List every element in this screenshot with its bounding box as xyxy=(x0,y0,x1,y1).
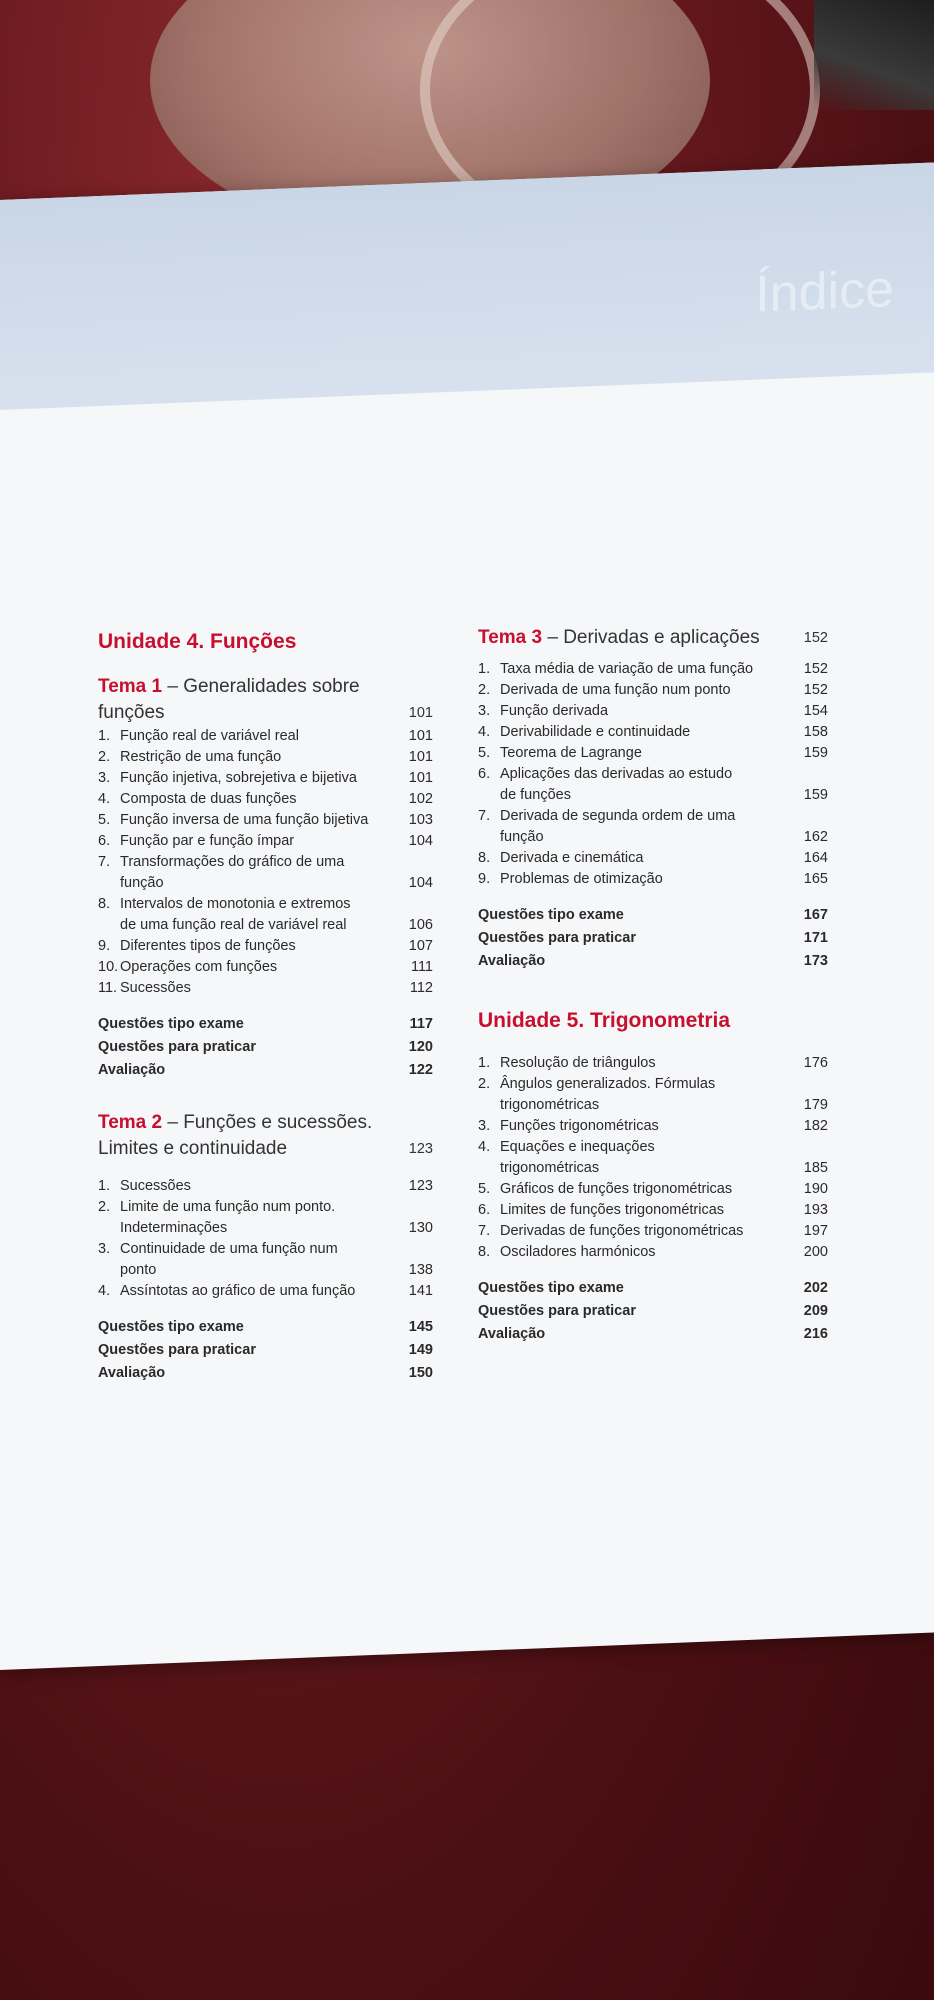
toc-item-title: Problemas de otimização xyxy=(500,871,663,887)
toc-item-number: 1. xyxy=(98,1178,111,1194)
toc-item-number: 4. xyxy=(478,724,491,740)
toc-item-page: 162 xyxy=(803,829,828,845)
toc-item-page: 104 xyxy=(408,833,433,849)
toc-item-page: 107 xyxy=(408,938,433,954)
toc-extra-title: Questões para praticar xyxy=(98,1039,256,1055)
toc-item-page: 104 xyxy=(408,875,433,891)
tema-3-items xyxy=(478,659,828,890)
toc-item-number: 3. xyxy=(478,703,491,719)
toc-item xyxy=(98,978,433,999)
toc-item xyxy=(478,659,828,680)
toc-item-page: 154 xyxy=(803,703,828,719)
tema-1-items xyxy=(98,726,433,999)
toc-item-title: Resolução de triângulos xyxy=(500,1055,656,1071)
tema-3-extras xyxy=(478,904,828,973)
toc-extra-page: 117 xyxy=(409,1016,433,1032)
toc-item-number: 4. xyxy=(98,791,111,807)
toc-item-number: 7. xyxy=(478,808,491,824)
toc-item xyxy=(98,789,433,810)
toc-item-title: Sucessões xyxy=(120,980,191,996)
toc-item-title: Assíntotas ao gráfico de uma função xyxy=(120,1283,356,1299)
toc-extra-item xyxy=(98,1013,433,1036)
toc-item-title: Composta de duas funções xyxy=(120,791,297,807)
toc-item-title: Diferentes tipos de funções xyxy=(120,938,296,954)
toc-extra-item xyxy=(98,1316,433,1339)
toc-extra-page: 120 xyxy=(408,1039,433,1055)
toc-item-title: Função real de variável real xyxy=(120,728,299,744)
toc-extra-title: Avaliação xyxy=(478,1326,546,1342)
toc-item-page: 106 xyxy=(408,917,433,933)
toc-item-title: Continuidade de uma função num ponto xyxy=(120,1241,338,1278)
toc-extra-item xyxy=(98,1339,433,1362)
tema-1-page: 101 xyxy=(408,705,433,721)
toc-item xyxy=(478,743,828,764)
toc-item-title: Sucessões xyxy=(120,1178,191,1194)
toc-item xyxy=(98,1281,433,1302)
tema-3-prefix: Tema 3 xyxy=(478,627,543,648)
tema-2-prefix: Tema 2 xyxy=(98,1112,163,1133)
toc-item xyxy=(478,1074,828,1116)
toc-item-title: Intervalos de monotonia e extremos de uma função real de variável real xyxy=(120,896,351,933)
toc-item xyxy=(98,852,433,894)
toc-extra-title: Questões tipo exame xyxy=(478,907,624,923)
toc-extra-item xyxy=(478,1323,828,1346)
toc-item-page: 158 xyxy=(803,724,828,740)
toc-item xyxy=(98,768,433,789)
toc-item-title: Transformações do gráfico de uma função xyxy=(120,854,345,891)
toc-extra-page: 145 xyxy=(408,1319,433,1335)
tema-1-heading xyxy=(98,674,433,726)
tema-2-title-line2: Limites e continuidade xyxy=(98,1138,288,1159)
toc-item-page: 152 xyxy=(803,661,828,677)
background-object xyxy=(814,0,934,110)
toc-item xyxy=(478,869,828,890)
toc-item xyxy=(478,1242,828,1263)
toc-extra-item xyxy=(478,950,828,973)
toc-item-page: 111 xyxy=(410,959,433,975)
toc-extra-page: 202 xyxy=(803,1280,828,1296)
toc-item-title: Derivada de uma função num ponto xyxy=(500,682,731,698)
toc-item-number: 1. xyxy=(98,728,111,744)
toc-extra-title: Questões para praticar xyxy=(478,930,636,946)
toc-left-column xyxy=(98,630,433,1385)
toc-item-title: Restrição de uma função xyxy=(120,749,282,765)
toc-item-title: Derivabilidade e continuidade xyxy=(500,724,691,740)
toc-item xyxy=(478,680,828,701)
unit-5-items xyxy=(478,1053,828,1263)
toc-item-page: 164 xyxy=(803,850,828,866)
unit-5-title: Unidade 5. Trigonometria xyxy=(478,1009,731,1032)
toc-extra-page: 209 xyxy=(803,1303,828,1319)
toc-item-title: Teorema de Lagrange xyxy=(500,745,642,761)
toc-item-number: 5. xyxy=(478,1181,491,1197)
toc-extra-item xyxy=(98,1362,433,1385)
toc-item-title: Ângulos generalizados. Fórmulas trigonométricas xyxy=(500,1076,716,1113)
toc-item xyxy=(478,1053,828,1074)
tema-1-prefix: Tema 1 xyxy=(98,676,163,697)
toc-extra-title: Avaliação xyxy=(478,953,546,969)
toc-item xyxy=(478,764,828,806)
toc-item-title: Limites de funções trigonométricas xyxy=(500,1202,725,1218)
toc-extra-page: 149 xyxy=(408,1342,433,1358)
toc-item-number: 2. xyxy=(478,682,491,698)
toc-item-title: Função inversa de uma função bijetiva xyxy=(120,812,369,828)
toc-item xyxy=(478,806,828,848)
toc-extra-title: Questões tipo exame xyxy=(98,1016,244,1032)
tema-1-extras xyxy=(98,1013,433,1082)
toc-item-number: 3. xyxy=(98,770,111,786)
toc-item-page: 159 xyxy=(803,787,828,803)
toc-item-title: Taxa média de variação de uma função xyxy=(500,661,754,677)
toc-item-page: 193 xyxy=(803,1202,828,1218)
toc-item-title: Osciladores harmónicos xyxy=(500,1244,656,1260)
toc-extra-item xyxy=(478,1277,828,1300)
toc-item-number: 6. xyxy=(478,1202,491,1218)
toc-item-number: 8. xyxy=(98,896,111,912)
toc-item xyxy=(478,1200,828,1221)
toc-item-number: 11. xyxy=(98,980,118,996)
toc-item-title: Função derivada xyxy=(500,703,609,719)
toc-item-page: 101 xyxy=(408,728,433,744)
toc-item-title: Função par e função ímpar xyxy=(120,833,295,849)
toc-item-number: 6. xyxy=(478,766,491,782)
toc-item-page: 197 xyxy=(803,1223,828,1239)
toc-item-page: 165 xyxy=(803,871,828,887)
toc-right-column xyxy=(478,625,828,1346)
toc-extra-page: 171 xyxy=(803,930,828,946)
tema-3-page: 152 xyxy=(803,630,828,646)
toc-item xyxy=(478,1137,828,1179)
toc-extra-title: Avaliação xyxy=(98,1365,166,1381)
toc-item-page: 102 xyxy=(408,791,433,807)
toc-item-number: 3. xyxy=(478,1118,491,1134)
toc-item xyxy=(98,810,433,831)
toc-item-number: 1. xyxy=(478,661,491,677)
toc-item-number: 3. xyxy=(98,1241,111,1257)
unit-4-title: Unidade 4. Funções xyxy=(98,630,297,653)
toc-item-title: Gráficos de funções trigonométricas xyxy=(500,1181,733,1197)
table-of-contents xyxy=(0,200,934,1670)
header-band-title: Índice xyxy=(755,260,894,324)
toc-item-number: 8. xyxy=(478,850,491,866)
toc-item-page: 101 xyxy=(408,770,433,786)
book-page xyxy=(0,162,934,1670)
toc-item-number: 5. xyxy=(98,812,111,828)
toc-item-number: 5. xyxy=(478,745,491,761)
toc-item xyxy=(98,957,433,978)
toc-item-number: 2. xyxy=(98,749,111,765)
toc-item-page: 179 xyxy=(803,1097,828,1113)
toc-item-page: 190 xyxy=(803,1181,828,1197)
toc-extra-page: 150 xyxy=(408,1365,433,1381)
tema-2-title: – Funções e sucessões. xyxy=(162,1112,373,1133)
toc-item-page: 112 xyxy=(409,980,433,996)
toc-item-number: 6. xyxy=(98,833,111,849)
toc-item xyxy=(98,747,433,768)
tema-3-heading xyxy=(478,625,828,651)
toc-item-page: 200 xyxy=(803,1244,828,1260)
toc-item-page: 103 xyxy=(408,812,433,828)
tema-3-title: – Derivadas e aplicações xyxy=(542,627,760,648)
toc-item-title: Função injetiva, sobrejetiva e bijetiva xyxy=(120,770,357,786)
toc-item-number: 9. xyxy=(478,871,491,887)
toc-item-title: Derivadas de funções trigonométricas xyxy=(500,1223,744,1239)
tema-2-heading xyxy=(98,1110,433,1162)
toc-extra-title: Questões para praticar xyxy=(98,1342,256,1358)
toc-extra-item xyxy=(98,1036,433,1059)
toc-item-page: 176 xyxy=(803,1055,828,1071)
tema-1-title-line2: funções xyxy=(98,702,165,723)
toc-item xyxy=(98,1176,433,1197)
unit-5-extras xyxy=(478,1277,828,1346)
toc-extra-title: Questões tipo exame xyxy=(478,1280,624,1296)
toc-item-title: Funções trigonométricas xyxy=(500,1118,659,1134)
toc-item-number: 2. xyxy=(98,1199,111,1215)
tema-2-items xyxy=(98,1176,433,1302)
toc-extra-item xyxy=(98,1059,433,1082)
toc-item xyxy=(478,701,828,722)
toc-item-title: Operações com funções xyxy=(120,959,278,975)
toc-item xyxy=(98,1239,433,1281)
toc-item-title: Derivada e cinemática xyxy=(500,850,644,866)
toc-item-number: 7. xyxy=(98,854,111,870)
toc-item-page: 138 xyxy=(408,1262,433,1278)
toc-extra-page: 122 xyxy=(408,1062,433,1078)
toc-extra-page: 167 xyxy=(803,907,828,923)
toc-item-number: 1. xyxy=(478,1055,491,1071)
toc-item xyxy=(98,1197,433,1239)
toc-item-page: 130 xyxy=(408,1220,433,1236)
toc-item xyxy=(478,1116,828,1137)
toc-extra-title: Questões tipo exame xyxy=(98,1319,244,1335)
toc-item-number: 2. xyxy=(478,1076,491,1092)
toc-extra-item xyxy=(478,1300,828,1323)
toc-item-title: Equações e inequações trigonométricas xyxy=(500,1139,655,1176)
tema-1-title: – Generalidades sobre xyxy=(162,676,360,697)
toc-extra-title: Avaliação xyxy=(98,1062,166,1078)
toc-item xyxy=(478,1179,828,1200)
toc-item xyxy=(98,726,433,747)
toc-item-number: 4. xyxy=(478,1139,491,1155)
toc-item-number: 7. xyxy=(478,1223,491,1239)
tema-2-page: 123 xyxy=(408,1141,433,1157)
toc-item xyxy=(478,848,828,869)
toc-item-number: 8. xyxy=(478,1244,491,1260)
toc-item xyxy=(478,1221,828,1242)
toc-item-number: 10. xyxy=(98,959,119,975)
toc-item-page: 141 xyxy=(408,1283,433,1299)
toc-item xyxy=(98,831,433,852)
toc-item xyxy=(478,722,828,743)
toc-extra-item xyxy=(478,904,828,927)
toc-item-title: Aplicações das derivadas ao estudo de funções xyxy=(500,766,733,803)
toc-item-title: Derivada de segunda ordem de uma função xyxy=(500,808,736,845)
toc-item xyxy=(98,894,433,936)
toc-extra-page: 216 xyxy=(803,1326,828,1342)
toc-item-page: 185 xyxy=(803,1160,828,1176)
tema-2-extras xyxy=(98,1316,433,1385)
toc-item-number: 9. xyxy=(98,938,111,954)
toc-item-page: 152 xyxy=(803,682,828,698)
toc-item-page: 101 xyxy=(408,749,433,765)
toc-extra-page: 173 xyxy=(803,953,828,969)
toc-item xyxy=(98,936,433,957)
toc-item-page: 159 xyxy=(803,745,828,761)
toc-item-number: 4. xyxy=(98,1283,111,1299)
toc-extra-title: Questões para praticar xyxy=(478,1303,636,1319)
toc-extra-item xyxy=(478,927,828,950)
toc-item-page: 123 xyxy=(408,1178,433,1194)
toc-item-page: 182 xyxy=(803,1118,828,1134)
toc-item-title: Limite de uma função num ponto. Indeterminações xyxy=(120,1199,336,1236)
